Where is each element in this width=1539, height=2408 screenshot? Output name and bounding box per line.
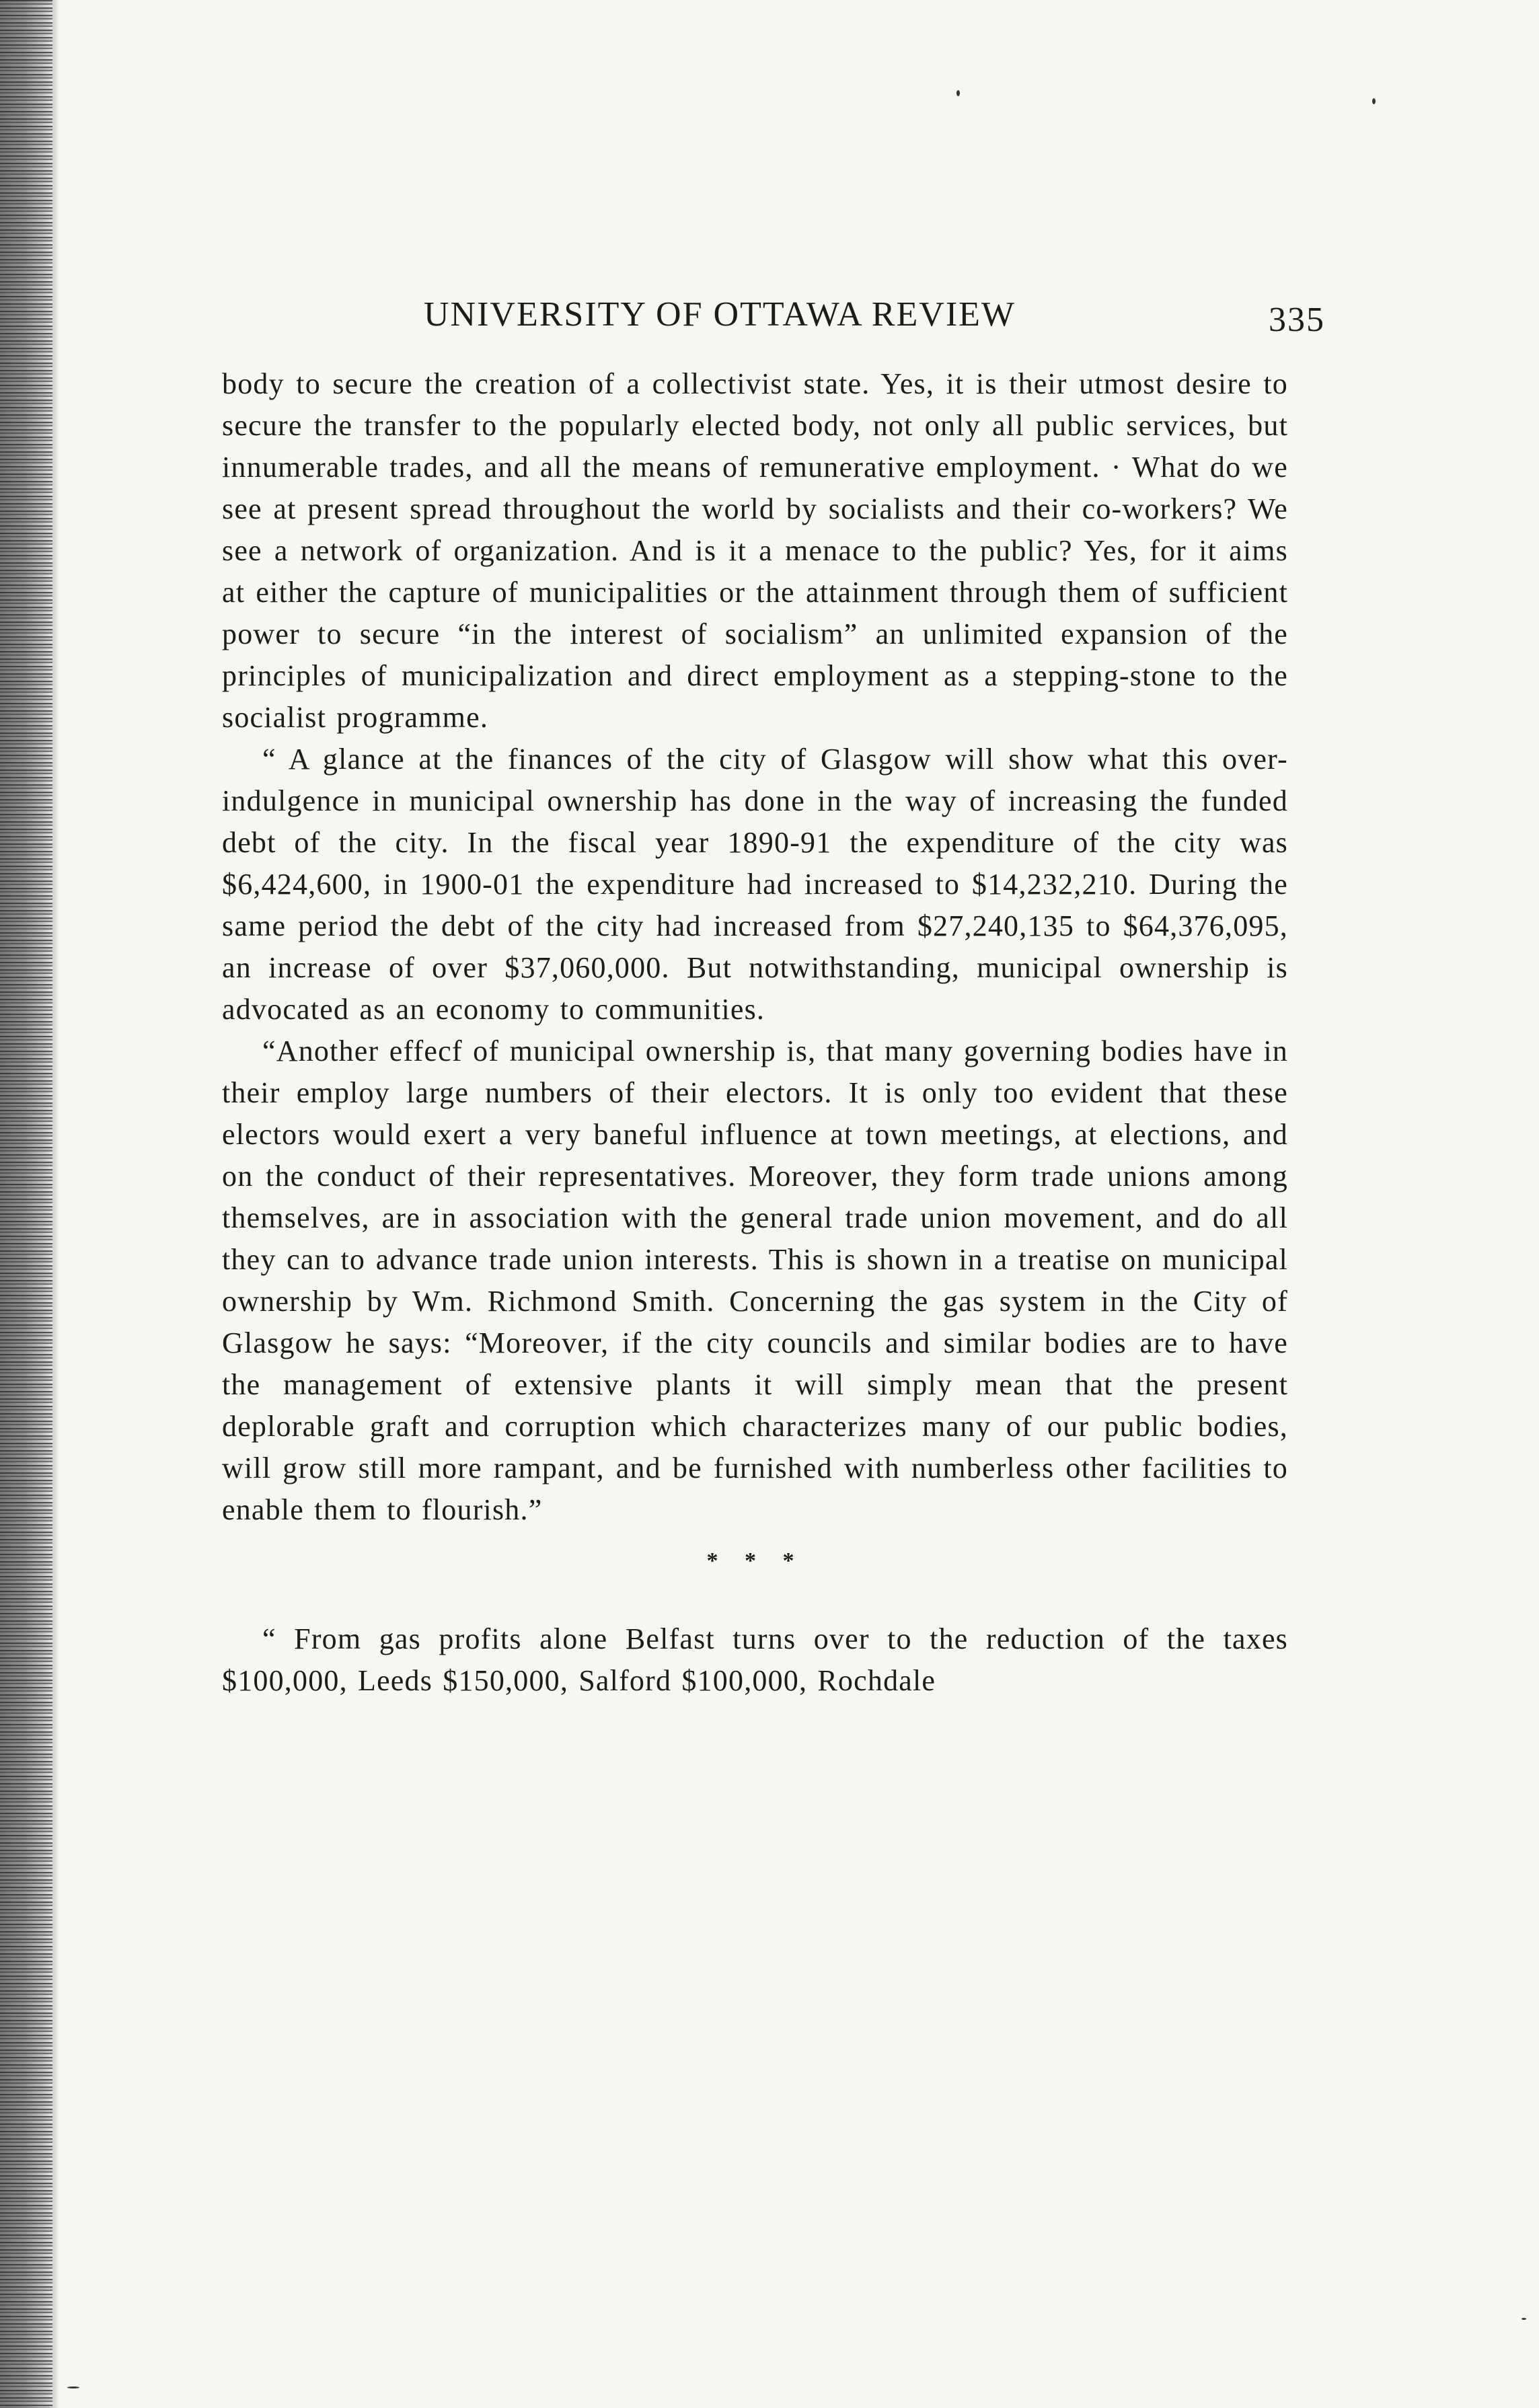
scan-speck <box>67 2386 79 2388</box>
body-text <box>222 363 1288 1702</box>
paragraph-gas-profits: “ From gas profits alone Belfast turns over to the reduction of the taxes $100,000, Leeds $150,000, Salford $100,000, Rochdale <box>222 1622 1288 1697</box>
page-number: 335 <box>1269 301 1325 339</box>
paragraph-glasgow-finances: “ A glance at the finances of the city of Glasgow will show what this over-indulgence in municipal ownership has done in the way of increasing the funded debt of the city. In the fiscal year 1890-91 the expenditure of the city was $6,424,600, in 1900-01 the expenditure had increased to $14,232,210. During the same period the debt of the city had increased from $27,240,135 to $64,376,095, an increase of over $37,060,000. But notwithstanding, municipal ownership is advocated as an economy to communities. <box>222 743 1288 1026</box>
scan-speck <box>1372 98 1376 104</box>
scan-speck <box>1522 2318 1526 2320</box>
paragraph-employment-effect: “Another effecf of municipal ownership is, that many governing bodies have in their employ large numbers of their electors. It is only too evident that these electors would exert a very baneful influence at town meetings, at elections, and on the conduct of their representatives. Moreover, they form trade unions among themselves, are in association with the general trade union movement, and do all they can to advance trade union interests. This is shown in a treatise on municipal ownership by Wm. Richmond Smith. Concerning the gas system in the City of Glasgow he says: “Moreover, if the city councils and similar bodies are to have the management of extensive plants it will simply mean that the present deplorable graft and corruption which characterizes many of our public bodies, will grow still more rampant, and be furnished with numberless other facilities to enable them to flourish.” <box>222 1034 1288 1526</box>
scan-speck <box>956 90 960 96</box>
section-ornament: * * * <box>706 1548 804 1573</box>
paragraph-continuation: body to secure the creation of a collectivist state. Yes, it is their utmost desire to secure the transfer to the popularly elected body, not only all public services, but innumerable trades, and all the means of remunerative employment. · What do we see at present spread throughout the world by socialists and their co-workers? We see a network of organization. And is it a menace to the public? Yes, for it aims at either the capture of municipalities or the attainment through them of sufficient power to secure “in the interest of socialism” an unlimited expansion of the principles of municipalization and direct employment as a stepping-stone to the socialist programme. <box>222 367 1288 734</box>
journal-title: UNIVERSITY OF OTTAWA REVIEW <box>424 295 1016 334</box>
running-head <box>222 295 1325 342</box>
scanned-binding-edge <box>0 0 52 2408</box>
